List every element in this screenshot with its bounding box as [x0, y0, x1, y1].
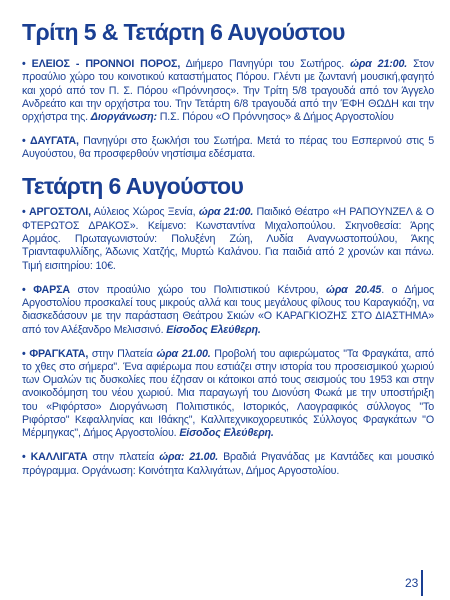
bullet: •	[22, 283, 26, 296]
event-place: ΕΛΕΙΟΣ - ΠΡΟΝΝΟΙ ΠΟΡΟΣ,	[31, 58, 181, 70]
event-text: . ο Δήμος Αργοστολίου προσκαλεί τους μικρούς αλλά και τους μεγάλους φίλους του Καραγκιόζη, να διασκεδάσουν με την παράσταση Θεάτρου Σκιών «Ο ΚΑΡΑΓΚΙΟΖΗΣ ΣΤΟ ΔΙΑΣΤΗΜΑ» από τον Αλέξανδρο Μελισσινό.	[22, 283, 434, 336]
bullet: •	[22, 206, 26, 219]
event-time: ώρα 21.00.	[156, 347, 211, 360]
event-organizer-label: Διοργάνωση:	[90, 111, 157, 124]
event-text: Προβολή του αφιερώματος "Τα Φραγκάτα, από το χθες στο σήμερα". Ένα αφιέρωμα που εστιάζει στην ιστορία του προσεισμικού χωριού των Ομαλών τις δυσκολίες που έζησαν οι κάτοικοι από τους σεισμούς του 1953 και στην ανοικοδόμηση του νέου χωριού. Μια παραγωγή του Διονύση Φωκά με την υποστήριξη του «Ριφόρτσο» Διοργάνωση Πολιτιστικός, Ιστορικός, Λαογραφικός σύλλογος "Το Ριφόρτσο" Κεφαλληνίας και Ιθάκης", Καλλιτεχνικοχορευτικός Σύλλογος Φραγκάτων "Ο Μέρμηγκας", Δήμος Αργοστολίου.	[22, 347, 435, 440]
event-place: ΦΡΑΓΚΑΤΑ,	[29, 347, 89, 360]
bullet: •	[22, 135, 26, 148]
bullet: •	[22, 58, 26, 70]
event-text: στην πλατεία	[87, 451, 160, 464]
program-page	[22, 18, 434, 489]
section-heading-august-5-6: Τρίτη 5 & Τετάρτη 6 Αυγούστου	[22, 19, 345, 45]
event-time: ώρα 21:00.	[198, 206, 254, 219]
event-time: ώρα 21:00.	[350, 58, 408, 70]
event-argostoli	[22, 206, 434, 272]
free-entry-label: Είσοδος Ελεύθερη.	[166, 323, 261, 336]
section-heading-august-6: Τετάρτη 6 Αυγούστου	[22, 173, 244, 200]
event-text: Πανηγύρι στο ξωκλήσι του Σωτήρα. Μετά το πέρας του Εσπερινού στις 5 Αυγούστου, θα προσφερθούν νηστίσιμα εδέσματα.	[22, 135, 434, 161]
event-place: ΚΑΛΛΙΓΑΤΑ	[30, 451, 88, 464]
event-elios-pronnoi-poros	[22, 58, 434, 124]
event-davgata	[22, 135, 434, 162]
event-place: ΑΡΓΟΣΤΟΛΙ,	[28, 206, 91, 219]
event-text: Στον προαύλιο χώρο του κοινοτικού καταστήματος Πόρου. Γλέντι με ζωντανή μουσική,φαγητό και χορό από τον Π. Σ. Πόρου «Πρόννησος». Την Τρίτη 5/8 τραγουδά από τον Άγγελο Ανδρεάτο και την ορχήστρα του. Την Τετάρτη 6/8 τραγουδά από την ΈΦΗ ΘΩΔΗ και την ορχήστρα της.	[22, 58, 434, 124]
event-fragkata	[22, 348, 434, 441]
event-text: Διήμερο Πανηγύρι του Σωτήρος.	[180, 58, 345, 70]
event-text: στον προαύλιο χώρο του Πολιτιστικού Κέντρου,	[69, 283, 327, 296]
event-text: Αύλειος Χώρος Ξενία,	[90, 206, 199, 219]
event-place: ΦΑΡΣΑ	[33, 283, 70, 296]
event-place: ΔΑΥΓΑΤΑ,	[29, 135, 79, 148]
page-number: 23	[405, 576, 419, 590]
event-text: στην Πλατεία	[88, 347, 157, 360]
bullet: •	[22, 347, 26, 360]
event-text: Παιδικό Θέατρο «Η ΡΑΠΟΥΝΖΕΛ & Ο ΦΤΕΡΩΤΟΣ ΔΡΑΚΟΣ». Κείμενο: Κωνσταντίνα Μιχαλοπούλου. Σκηνοθεσία: Άρης Αρμάος. Πρωταγωνιστούν: Πολυξένη Ζώη, Λυδία Αναγνωστοπούλου, Άκης Τριανταφυλλίδης, Άδωνις Χατζής, Μυρτώ Καλάνου. Για παιδιά από 2 χρονών και πάνω. Τιμή εισιτηρίου: 10€.	[22, 206, 435, 272]
free-entry-label: Είσοδος Ελεύθερη.	[179, 427, 274, 440]
event-kalligata	[22, 451, 434, 478]
event-time: ώρα: 21.00.	[159, 451, 219, 464]
page-number-rule	[421, 570, 423, 596]
event-farsa	[22, 284, 434, 337]
event-text: Βραδιά Ριγανάδας με Καντάδες και μουσικό πρόγραμμα. Οργάνωση: Κοινότητα Καλλιγάτων, Δήμος Αργοστολίου.	[22, 451, 434, 477]
event-organizer: Π.Σ. Πόρου «Ο Πρόννησος» & Δήμος Αργοστολίου	[156, 111, 394, 124]
event-time: ώρα 20.45	[326, 283, 382, 296]
bullet: •	[22, 451, 26, 464]
